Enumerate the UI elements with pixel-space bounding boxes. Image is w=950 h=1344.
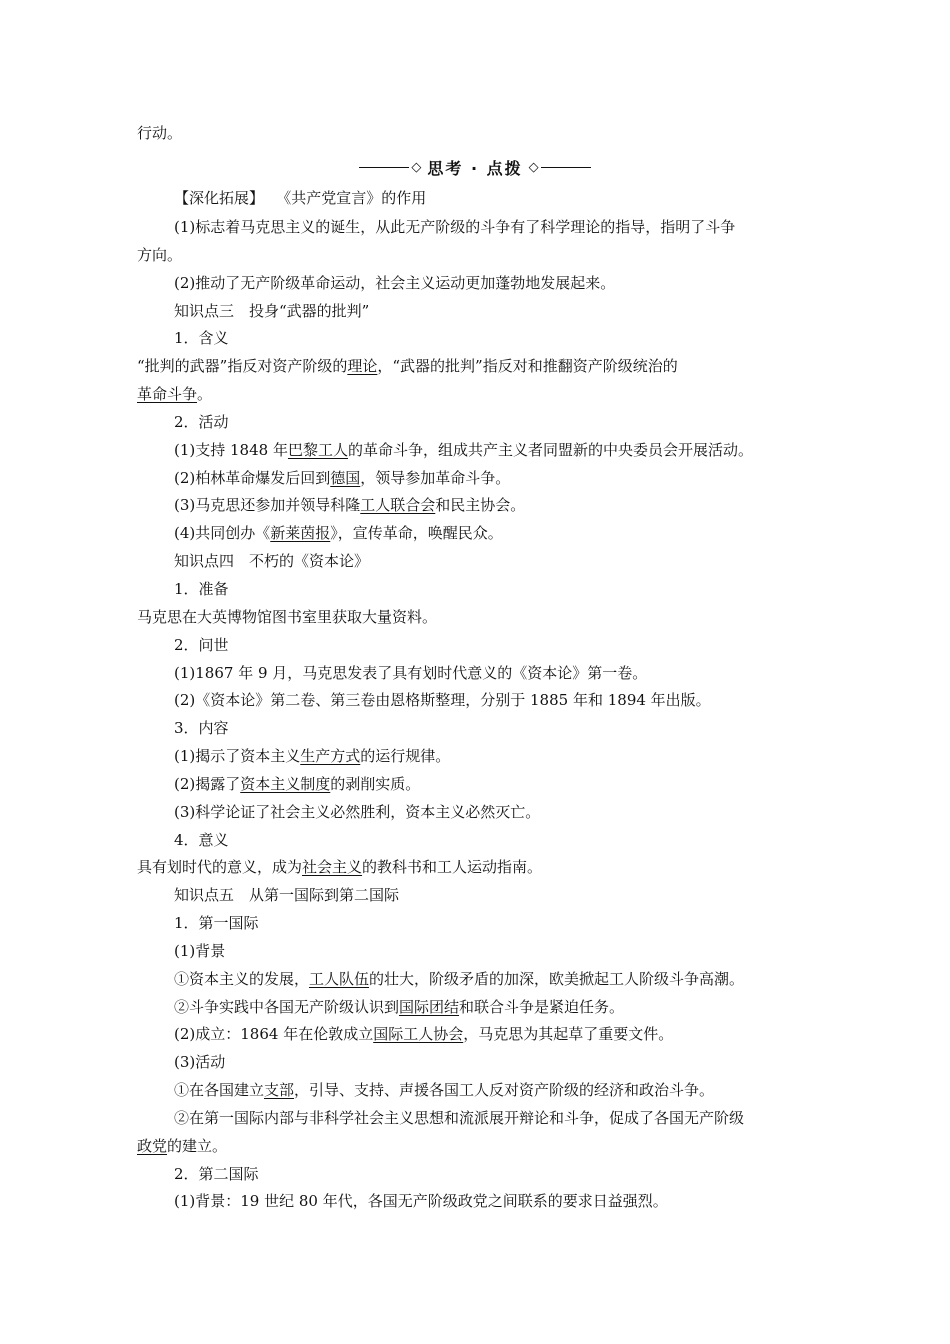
text-span: (1)揭示了资本主义 <box>174 747 301 765</box>
blank-answer: 工人队伍 <box>309 970 370 988</box>
text-span: ，领导参加革命斗争。 <box>360 469 511 487</box>
diamond-icon-right: ◇ <box>528 159 539 175</box>
blank-answer: 革命斗争 <box>137 385 198 403</box>
k5-activity-1 <box>174 1079 817 1101</box>
text-span: (2)揭露了 <box>174 775 241 793</box>
banner-rule-right <box>541 167 591 168</box>
text-span: 的运行规律。 <box>360 747 451 765</box>
k5-activity-2-cont <box>137 1135 817 1157</box>
blank-answer: 理论 <box>347 357 378 375</box>
text-span: (4)共同创办《 <box>174 524 271 542</box>
k4-prep-text: 马克思在大英博物馆图书室里获取大量资料。 <box>137 608 438 626</box>
text-span: ，马克思为其起草了重要文件。 <box>463 1025 674 1043</box>
k4-content-3: (3)科学论证了社会主义必然胜利，资本主义必然灭亡。 <box>174 803 541 821</box>
blank-answer: 政党 <box>137 1137 168 1155</box>
text-span: (3)马克思还参加并领导科隆 <box>174 496 361 514</box>
k4-content-2 <box>174 773 817 795</box>
text-span: ①资本主义的发展， <box>174 970 310 988</box>
k5-established <box>174 1023 817 1045</box>
text-span: (2)成立：1864 年在伦敦成立 <box>174 1025 374 1043</box>
expand-point-2: (2)推动了无产阶级革命运动，社会主义运动更加蓬勃地发展起来。 <box>174 274 616 292</box>
banner-rule-left <box>359 167 409 168</box>
text-span: 和联合斗争是紧迫任务。 <box>459 998 625 1016</box>
blank-answer: 国际工人协会 <box>373 1025 464 1043</box>
k3-meaning-line-2 <box>137 383 817 405</box>
k3-sub-2: 2．活动 <box>174 413 229 431</box>
blank-answer: 德国 <box>330 469 361 487</box>
text-span: 具有划时代的意义，成为 <box>137 858 303 876</box>
text-span: (2)柏林革命爆发后回到 <box>174 469 331 487</box>
text-span: 和民主协会。 <box>435 496 526 514</box>
k5-sub-2: 2．第二国际 <box>174 1165 259 1183</box>
k5-sub-1: 1．第一国际 <box>174 914 259 932</box>
banner-title: 思考 · 点拨 <box>427 158 523 178</box>
text-span: 的建立。 <box>167 1137 228 1155</box>
blank-answer: 支部 <box>264 1081 295 1099</box>
text-span: 的革命斗争，组成共产主义者同盟新的中央委员会开展活动。 <box>347 441 753 459</box>
k3-activity-2 <box>174 467 817 489</box>
text-span: 。 <box>197 385 213 403</box>
blank-answer: 生产方式 <box>300 747 361 765</box>
blank-answer: 新莱茵报 <box>270 524 331 542</box>
blank-answer: 资本主义制度 <box>240 775 331 793</box>
k4-sub-4: 4．意义 <box>174 831 229 849</box>
k5-heading: 知识点五 从第一国际到第二国际 <box>174 886 400 904</box>
k5-background: (1)背景 <box>174 942 226 960</box>
text-span: ①在各国建立 <box>174 1081 265 1099</box>
expand-point-1: (1)标志着马克思主义的诞生，从此无产阶级的斗争有了科学理论的指导，指明了斗争 <box>174 218 736 236</box>
k5-second-background: (1)背景：19 世纪 80 年代，各国无产阶级政党之间联系的要求日益强烈。 <box>174 1192 668 1210</box>
text-span: 的教科书和工人运动指南。 <box>362 858 543 876</box>
k4-publish-1: (1)1867 年 9 月，马克思发表了具有划时代意义的《资本论》第一卷。 <box>174 664 648 682</box>
blank-answer: 国际团结 <box>399 998 460 1016</box>
expand-title: 《共产党宣言》的作用 <box>276 189 427 207</box>
k4-significance <box>137 856 817 878</box>
blank-answer: 巴黎工人 <box>287 441 348 459</box>
k4-publish-2: (2)《资本论》第二卷、第三卷由恩格斯整理，分别于 1885 年和 1894 年出版。 <box>174 691 711 709</box>
k4-sub-1: 1．准备 <box>174 580 229 598</box>
blank-answer: 工人联合会 <box>360 496 436 514</box>
k3-activity-4 <box>174 522 817 544</box>
text-span: ，“武器的批判”指反对和推翻资产阶级统治的 <box>377 357 678 375</box>
blank-answer: 社会主义 <box>302 858 363 876</box>
text-span: ，引导、支持、声援各国工人反对资产阶级的经济和政治斗争。 <box>294 1081 715 1099</box>
k4-heading: 知识点四 不朽的《资本论》 <box>174 552 370 570</box>
k3-heading: 知识点三 投身“武器的批判” <box>174 302 370 320</box>
k5-background-1 <box>174 968 817 990</box>
expand-tag: 【深化拓展】 <box>174 189 257 207</box>
k5-background-2 <box>174 996 817 1018</box>
k3-activity-1 <box>174 439 817 461</box>
diamond-icon-left: ◇ <box>411 159 422 175</box>
k3-sub-1: 1．含义 <box>174 329 229 347</box>
expand-heading <box>174 187 817 209</box>
text-span: ②斗争实践中各国无产阶级认识到 <box>174 998 400 1016</box>
text-span: 的壮大，阶级矛盾的加深，欧美掀起工人阶级斗争高潮。 <box>369 970 745 988</box>
text-span: 的剥削实质。 <box>330 775 421 793</box>
k4-sub-2: 2．问世 <box>174 636 229 654</box>
section-banner <box>330 154 620 180</box>
k4-content-1 <box>174 745 817 767</box>
expand-point-1-cont: 方向。 <box>137 246 183 264</box>
k5-activity-2: ②在第一国际内部与非科学社会主义思想和流派展开辩论和斗争，促成了各国无产阶级 <box>174 1109 745 1127</box>
k4-sub-3: 3．内容 <box>174 719 229 737</box>
k5-activities: (3)活动 <box>174 1053 226 1071</box>
k3-activity-3 <box>174 494 817 516</box>
text-span: 》，宣传革命，唤醒民众。 <box>330 524 503 542</box>
text-span: (1)支持 1848 年 <box>174 441 288 459</box>
k3-meaning-line-1 <box>137 355 817 377</box>
text-span: “批判的武器”指反对资产阶级的 <box>137 357 348 375</box>
intro-tail: 行动。 <box>137 124 183 142</box>
